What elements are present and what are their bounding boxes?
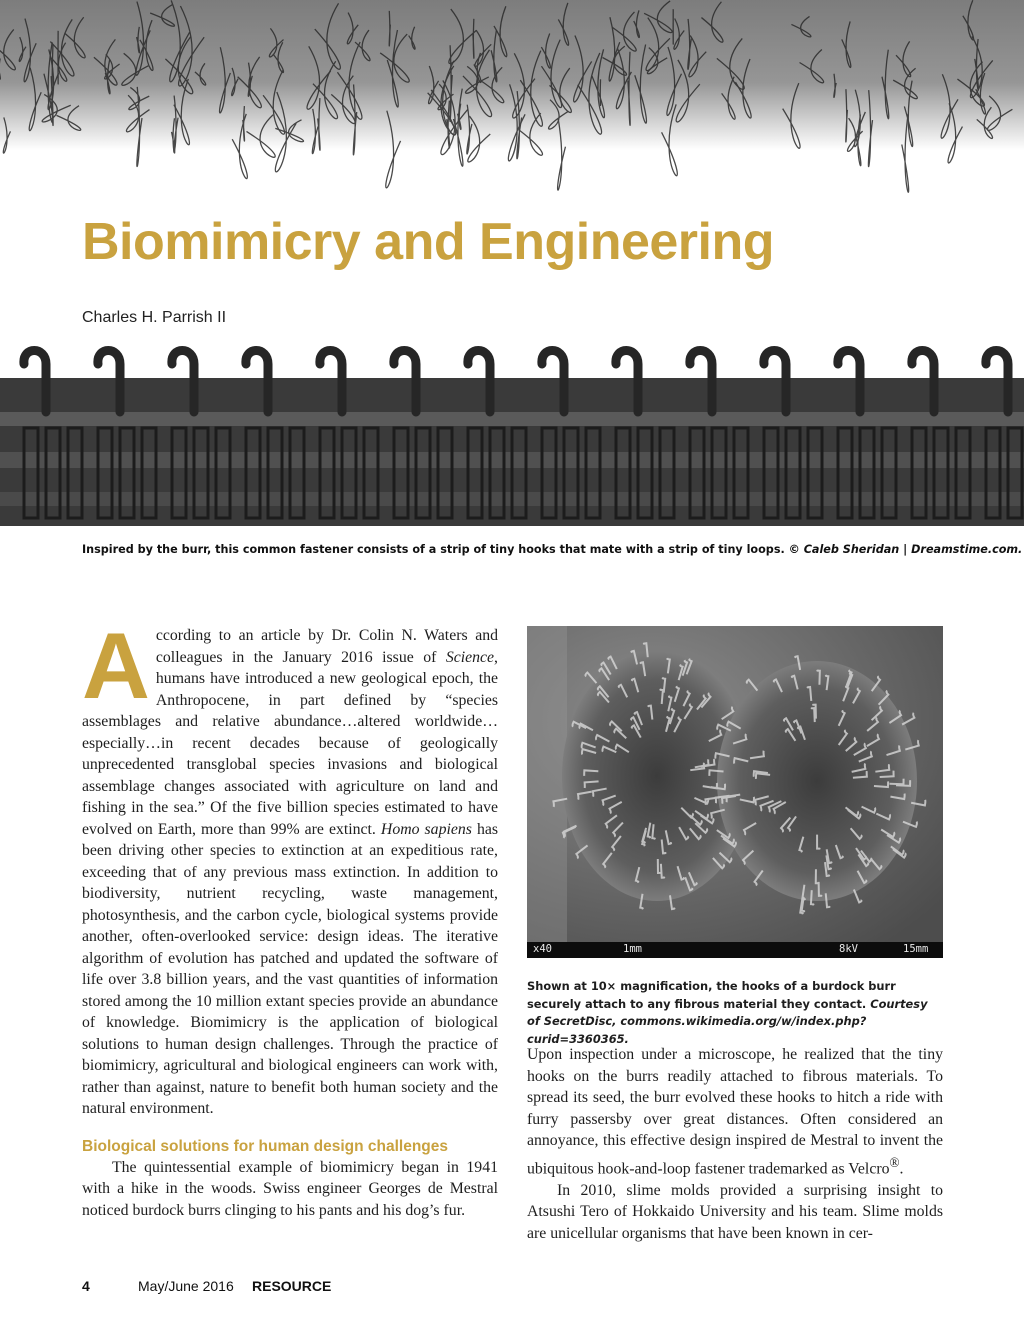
intro-text-1: ccording to an article by Dr. Colin N. Waters and colleagues in the January 2016 issue of bbox=[155, 627, 498, 666]
distance-label: 15mm bbox=[903, 943, 929, 955]
micrograph-caption bbox=[527, 978, 943, 1048]
voltage-label: 8kV bbox=[839, 943, 858, 955]
microscope-text-end: . bbox=[899, 1160, 904, 1178]
velcro-paragraph: The quintessential example of biomimicry began in 1941 with a hike in the woods. Swiss engineer Georges de Mestral noticed burdock burrs clinging to his pants and his dog’s fur. bbox=[82, 1158, 498, 1219]
burr-illustration bbox=[527, 626, 943, 942]
microscope-text: Upon inspection under a microscope, he realized that the tiny hooks on the burrs readily attached to fibrous materials. To spread its seed, the burr evolved these hooks to hitch a ride with furry passersby over great distances. Often considered an annoyance, this effective design inspired de Mestral to invent the ubiquitous hook-and-loop fastener trademarked as Velcro bbox=[527, 1046, 943, 1178]
loop-fibers-photo bbox=[0, 0, 1024, 215]
intro-text-2: , humans have introduced a new geological epoch, the Anthropocene, in part defined by “species assemblages and relative abundance…altered worldwide…especially…in recent decades because of geologically unprecedented transglobal species invasions and biological assemblage changes associated with agriculture on land and fishing in the sea.” Of the five billion species estimated to have evolved on Earth, more than 99% are extinct. bbox=[82, 648, 498, 838]
drop-cap: A bbox=[82, 613, 150, 718]
burdock-burr-micrograph bbox=[527, 626, 943, 958]
section-subhead: Biological solutions for human design challenges bbox=[82, 1137, 449, 1155]
page-number: 4 bbox=[82, 1278, 90, 1294]
author-byline: Charles H. Parrish II bbox=[82, 309, 227, 326]
species-name: Homo sapiens bbox=[380, 820, 472, 838]
microscope-paragraph bbox=[527, 1044, 943, 1180]
slime-mold-paragraph: In 2010, slime molds provided a surprising insight to Atsushi Tero of Hokkaido University and his team. Slime molds are unicellular organisms that have been known in cer- bbox=[527, 1181, 943, 1243]
micrograph-caption-text: Shown at 10× magnification, the hooks of a burdock burr securely attach to any fibrous material they contact. bbox=[527, 979, 896, 1011]
trademark-symbol: ® bbox=[889, 1154, 900, 1170]
intro-paragraph bbox=[82, 613, 499, 1120]
article-column-right bbox=[527, 1044, 943, 1245]
scale-label: 1mm bbox=[623, 943, 642, 955]
journal-name: Science bbox=[445, 648, 495, 666]
page-footer bbox=[82, 1278, 332, 1294]
fastener-caption bbox=[82, 543, 1023, 556]
micrograph-scale-bar bbox=[527, 942, 943, 958]
fastener-caption-text: Inspired by the burr, this common fastener consists of a strip of tiny hooks that mate with a strip of tiny loops. © bbox=[82, 543, 804, 556]
micrograph-credit: Courtesy of SecretDisc, commons.wikimedia.org/w/index.php?curid=3360365. bbox=[527, 996, 928, 1046]
article-title: Biomimicry and Engineering bbox=[82, 213, 775, 271]
fastener-photo-credit: Caleb Sheridan | Dreamstime.com. bbox=[803, 543, 1023, 556]
intro-text-3: has been driving other species to extinction at an expeditious rate, exceeding that of any previous mass extinction. In addition to biodiversity, nutrient recycling, waste management, photosynthesis, and the carbon cycle, biological systems provide another, often-overlooked service: design ideas. The iterative algorithm of evolution has patched and updated the software of life over 3.8 billion years, and the vast quantities of information stored among the 10 million extant species provide an abundance of knowledge. Biomimicry is the application of biological solutions to human design challenges. Through the practice of biomimicry, agricultural and biological engineers can work with, rather than against, nature to benefit both human society and the natural environment. bbox=[82, 820, 499, 1117]
hook-fastener-photo bbox=[0, 342, 1024, 526]
magnification-label: x40 bbox=[533, 943, 552, 955]
article-column-left bbox=[82, 613, 499, 1221]
magazine-name: RESOURCE bbox=[252, 1278, 332, 1294]
issue-date: May/June 2016 bbox=[138, 1278, 234, 1294]
